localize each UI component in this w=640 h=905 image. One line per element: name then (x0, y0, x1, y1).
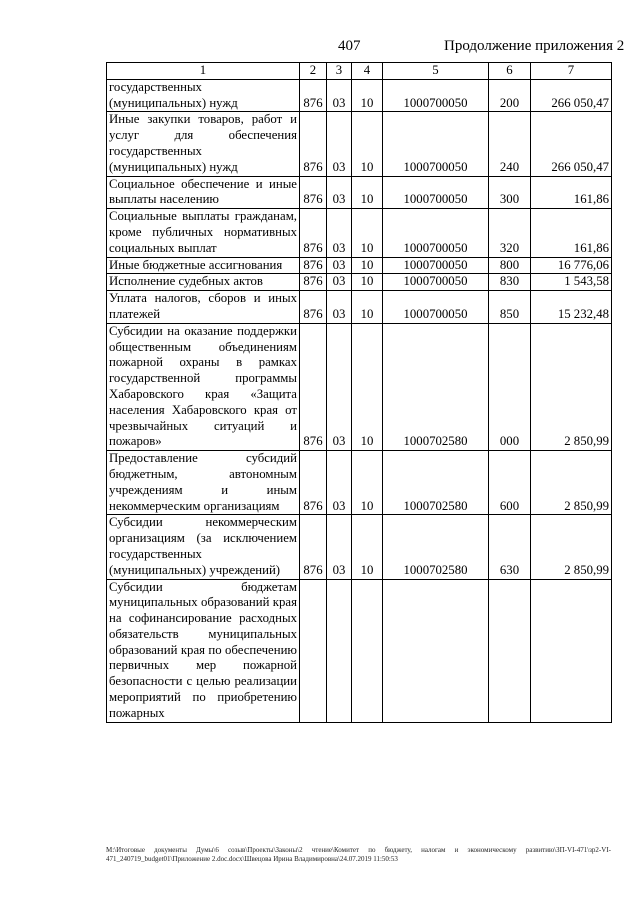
row-name: Социальное обеспечение и иные выплаты населению (107, 176, 300, 209)
row-name: Предоставление субсидий бюджетным, автономным учреждениям и иным некоммерческим организациям (107, 451, 300, 515)
cell-subsection: 10 (352, 257, 383, 274)
cell-subsection: 10 (352, 79, 383, 112)
row-name: Иные бюджетные ассигнования (107, 257, 300, 274)
table-row (107, 176, 612, 209)
cell-code: 876 (300, 209, 327, 257)
cell-code (300, 579, 327, 722)
column-header: 2 (300, 63, 327, 80)
continuation-label: Продолжение приложения 2 (444, 38, 625, 54)
cell-amount: 161,86 (531, 176, 612, 209)
column-header: 6 (489, 63, 531, 80)
cell-type (489, 579, 531, 722)
cell-amount: 266 050,47 (531, 79, 612, 112)
cell-amount: 15 232,48 (531, 291, 612, 324)
cell-target (383, 579, 489, 722)
cell-subsection: 10 (352, 274, 383, 291)
row-name: Социальные выплаты гражданам, кроме публичных нормативных социальных выплат (107, 209, 300, 257)
cell-target: 1000700050 (383, 209, 489, 257)
cell-subsection: 10 (352, 515, 383, 579)
cell-code: 876 (300, 257, 327, 274)
table-row (107, 579, 612, 722)
table-row (107, 79, 612, 112)
cell-amount: 1 543,58 (531, 274, 612, 291)
cell-type: 000 (489, 323, 531, 450)
cell-amount: 2 850,99 (531, 323, 612, 450)
cell-amount: 16 776,06 (531, 257, 612, 274)
budget-table (106, 62, 612, 723)
cell-subsection: 10 (352, 291, 383, 324)
table-row (107, 291, 612, 324)
cell-code: 876 (300, 274, 327, 291)
table-row (107, 274, 612, 291)
cell-type: 630 (489, 515, 531, 579)
cell-section: 03 (327, 112, 352, 176)
cell-type: 800 (489, 257, 531, 274)
cell-code: 876 (300, 451, 327, 515)
cell-code: 876 (300, 291, 327, 324)
cell-amount: 161,86 (531, 209, 612, 257)
cell-amount: 266 050,47 (531, 112, 612, 176)
cell-section: 03 (327, 176, 352, 209)
row-name: Исполнение судебных актов (107, 274, 300, 291)
cell-section: 03 (327, 291, 352, 324)
cell-section: 03 (327, 451, 352, 515)
cell-code: 876 (300, 176, 327, 209)
cell-target: 1000700050 (383, 176, 489, 209)
cell-target: 1000700050 (383, 112, 489, 176)
table-row (107, 112, 612, 176)
table-row (107, 515, 612, 579)
table-row (107, 451, 612, 515)
cell-code: 876 (300, 79, 327, 112)
cell-section: 03 (327, 323, 352, 450)
cell-subsection (352, 579, 383, 722)
table-row (107, 323, 612, 450)
cell-type: 320 (489, 209, 531, 257)
cell-type: 200 (489, 79, 531, 112)
column-header: 5 (383, 63, 489, 80)
cell-section: 03 (327, 274, 352, 291)
row-name: Субсидии на оказание поддержки общественным объединениям пожарной охраны в рамках государственной программы Хабаровского края «Защита населения Хабаровского края от чрезвычайных ситуаций и пожаров» (107, 323, 300, 450)
column-header: 3 (327, 63, 352, 80)
column-header: 7 (531, 63, 612, 80)
cell-target: 1000700050 (383, 257, 489, 274)
cell-type: 600 (489, 451, 531, 515)
table-row (107, 209, 612, 257)
cell-code: 876 (300, 112, 327, 176)
cell-code: 876 (300, 323, 327, 450)
cell-subsection: 10 (352, 323, 383, 450)
cell-target: 1000702580 (383, 515, 489, 579)
row-name: Иные закупки товаров, работ и услуг для обеспечения государственных (муниципальных) нужд (107, 112, 300, 176)
row-name: Субсидии бюджетам муниципальных образований края на софинансирование расходных обязательств муниципальных образований края по обеспечению первичных мер пожарной безопасности с целью реализации мероприятий по приобретению пожарных (107, 579, 300, 722)
cell-amount (531, 579, 612, 722)
table-row (107, 257, 612, 274)
cell-subsection: 10 (352, 112, 383, 176)
cell-type: 300 (489, 176, 531, 209)
cell-subsection: 10 (352, 451, 383, 515)
page-number: 407 (338, 38, 361, 54)
cell-amount: 2 850,99 (531, 515, 612, 579)
row-name: государственных (муниципальных) нужд (107, 79, 300, 112)
cell-target: 1000700050 (383, 79, 489, 112)
document-path-footer: М:\Итоговые документы Думы\6 созыв\Проекты\Законы\2 чтение\Комитет по бюджету, налогам и экономическому развитию\ЗП-VI-471\зр2-VI-471_240719_budget01\Приложение 2.doc.docx\Швецова Ирина Владимировна\24.07.2019 11:50:53 (106, 846, 611, 863)
column-header: 1 (107, 63, 300, 80)
cell-code: 876 (300, 515, 327, 579)
cell-target: 1000700050 (383, 291, 489, 324)
cell-target: 1000700050 (383, 274, 489, 291)
cell-type: 240 (489, 112, 531, 176)
cell-section: 03 (327, 79, 352, 112)
cell-section: 03 (327, 209, 352, 257)
cell-section: 03 (327, 257, 352, 274)
cell-type: 850 (489, 291, 531, 324)
row-name: Субсидии некоммерческим организациям (за исключением государственных (муниципальных) учреждений) (107, 515, 300, 579)
cell-section (327, 579, 352, 722)
cell-target: 1000702580 (383, 451, 489, 515)
cell-amount: 2 850,99 (531, 451, 612, 515)
column-header: 4 (352, 63, 383, 80)
cell-type: 830 (489, 274, 531, 291)
cell-subsection: 10 (352, 176, 383, 209)
table-header-row (107, 63, 612, 80)
cell-subsection: 10 (352, 209, 383, 257)
cell-section: 03 (327, 515, 352, 579)
cell-target: 1000702580 (383, 323, 489, 450)
row-name: Уплата налогов, сборов и иных платежей (107, 291, 300, 324)
